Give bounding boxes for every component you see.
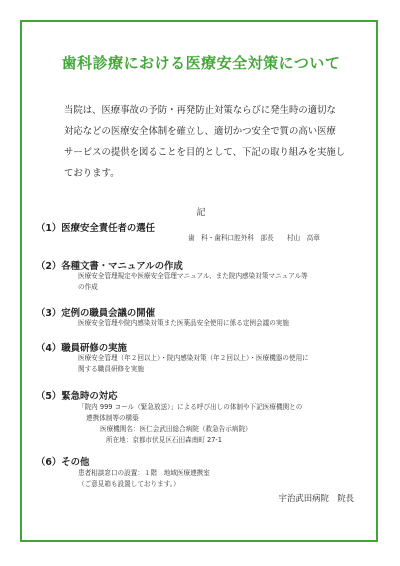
signature: 宇治武田病院 院長 [278,493,354,503]
section-3-heading: （3）定例の職員会議の開催 [36,308,156,319]
section-2-line: の作成 [78,283,98,291]
section-6-line: （ご意見箱も設置しております。） [78,480,180,488]
notice-title: 歯科診療における医療安全対策について [61,54,341,72]
section-5-body [78,402,302,446]
section-4-line: 医療安全管理（年２回以上）・院内感染対策（年２回以上）・医療機器の使用に [78,354,309,362]
intro-line: ております。 [64,168,120,179]
intro-line: 対応などの医療安全体制を確立し、適切かつ安全で質の高い医療 [64,126,336,137]
intro-line: 当院は、医療事故の予防・再発防止対策ならびに発生時の適切な [64,105,336,116]
section-5-line: 連携体制等の構築 [86,414,139,422]
intro-line: サービスの提供を図ることを目的として、下記の取り組みを実施し [64,147,346,158]
section-3-line: 医療安全管理や院内感染対策また医薬品安全使用に係る定例会議の実施 [78,319,289,327]
section-5-heading: （5）緊急時の対応 [36,391,118,402]
section-1-heading: （1）医療安全責任者の選任 [36,223,156,234]
section-6-body [78,468,210,490]
section-1-body [188,233,320,244]
notice-frame [20,20,378,542]
intro-paragraph [64,100,354,184]
section-1-line: 歯 科・歯科口腔外科 部長 村山 高章 [188,234,320,242]
section-4-heading: （4）職員研修の実施 [36,343,127,354]
ki-label: 記 [196,208,206,218]
section-5-line: 医療機関名：医仁会武田総合病院（救急告示病院） [100,425,252,433]
section-2-line: 医療安全管理規定や医療安全管理マニュアル、また院内感染対策マニュアル等 [78,272,308,280]
section-2-heading: （2）各種文書・マニュアルの作成 [36,261,183,272]
section-4-body [78,353,309,375]
section-5-line: 「院内 999 コール（緊急放送）」による呼び出しの体制や下記医療機関との [78,403,303,411]
section-4-line: 関する職員研修を実施 [78,365,144,373]
section-6-heading: （6）その他 [36,457,90,468]
section-5-line: 所在地：京都市伏見区石田森南町 27-1 [106,436,222,444]
section-6-line: 患者相談窓口の設置：１階 地域医療連携室 [78,469,210,477]
section-3-body [78,318,289,329]
section-2-body [78,271,308,293]
